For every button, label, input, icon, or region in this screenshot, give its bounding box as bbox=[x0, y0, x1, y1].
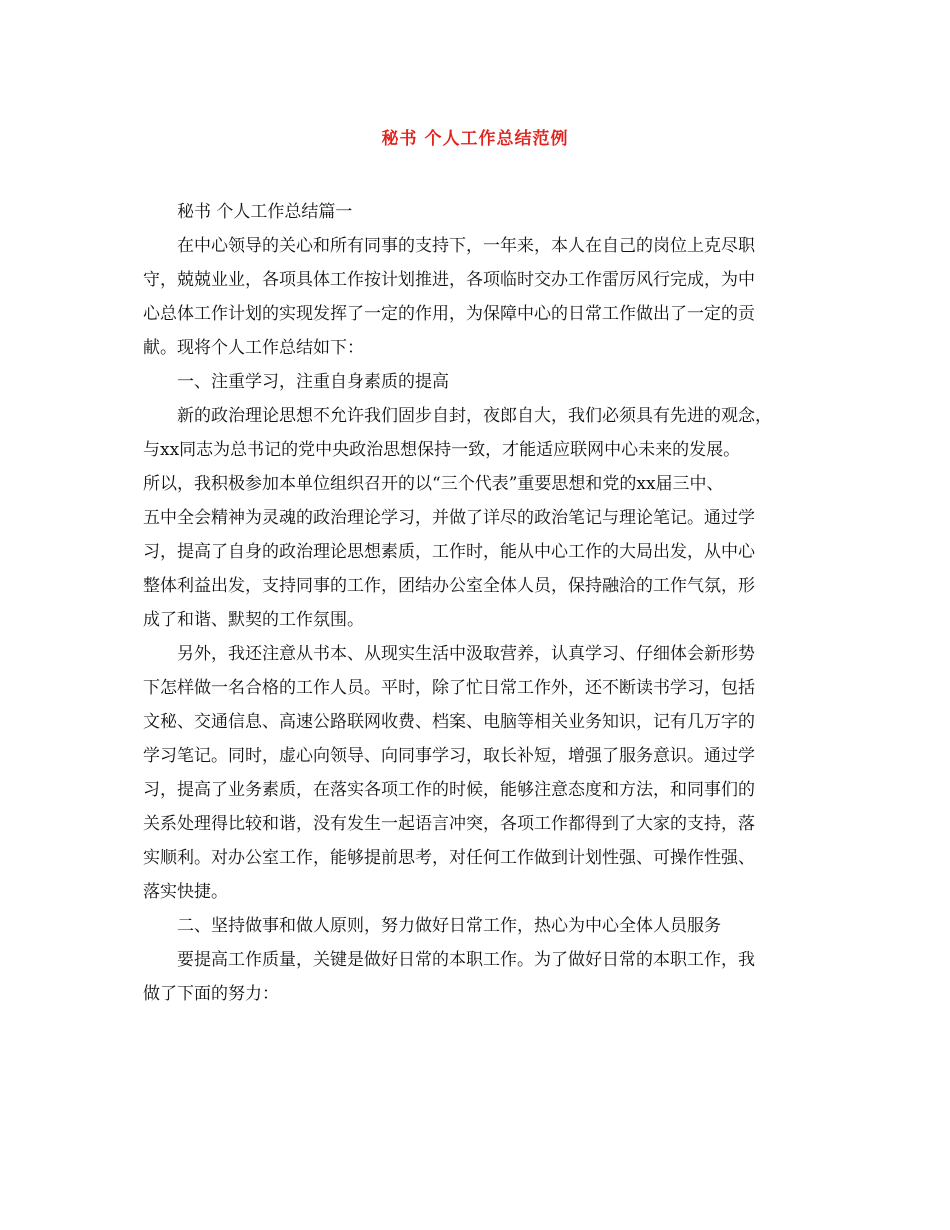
paragraph-line: 实顺利。对办公室工作，能够提前思考，对任何工作做到计划性强、可操作性强、 bbox=[143, 848, 755, 868]
section-heading-one: 一、注重学习，注重自身素质的提高 bbox=[177, 372, 449, 392]
paragraph-line: 所以，我积极参加本单位组织召开的以“三个代表”重要思想和党的xx届三中、 bbox=[143, 474, 724, 494]
paragraph-line: 下怎样做一名合格的工作人员。平时，除了忙日常工作外，还不断读书学习，包括 bbox=[143, 678, 755, 698]
paragraph-line: 关系处理得比较和谐，没有发生一起语言冲突，各项工作都得到了大家的支持，落 bbox=[143, 814, 755, 834]
paragraph-line: 整体利益出发，支持同事的工作，团结办公室全体人员，保持融洽的工作气氛，形 bbox=[143, 576, 755, 596]
paragraph-line: 做了下面的努力： bbox=[143, 984, 279, 1004]
paragraph-line: 习，提高了业务素质，在落实各项工作的时候，能够注意态度和方法，和同事们的 bbox=[143, 780, 755, 800]
paragraph-line: 成了和谐、默契的工作氛围。 bbox=[143, 610, 364, 630]
paragraph-line: 习，提高了自身的政治理论思想素质，工作时，能从中心工作的大局出发，从中心 bbox=[143, 542, 755, 562]
paragraph-line: 献。现将个人工作总结如下： bbox=[143, 338, 364, 358]
section-heading-two: 二、坚持做事和做人原则，努力做好日常工作，热心为中心全体人员服务 bbox=[177, 916, 721, 936]
paragraph-line: 要提高工作质量，关键是做好日常的本职工作。为了做好日常的本职工作，我 bbox=[177, 950, 755, 970]
paragraph-line: 与xx同志为总书记的党中央政治思想保持一致，才能适应联网中心未来的发展。 bbox=[143, 440, 741, 460]
paragraph-line: 落实快捷。 bbox=[143, 882, 228, 902]
paragraph-line: 另外，我还注意从书本、从现实生活中汲取营养，认真学习、仔细体会新形势 bbox=[177, 644, 755, 664]
paragraph-line: 在中心领导的关心和所有同事的支持下，一年来，本人在自己的岗位上克尽职 bbox=[177, 236, 755, 256]
paragraph-line: 新的政治理论思想不允许我们固步自封，夜郎自大，我们必须具有先进的观念， bbox=[177, 406, 772, 426]
paragraph-line: 五中全会精神为灵魂的政治理论学习，并做了详尽的政治笔记与理论笔记。通过学 bbox=[143, 508, 755, 528]
document-title: 秘书 个人工作总结范例 bbox=[381, 129, 569, 149]
paragraph-line: 心总体工作计划的实现发挥了一定的作用，为保障中心的日常工作做出了一定的贡 bbox=[143, 304, 755, 324]
paragraph-line: 文秘、交通信息、高速公路联网收费、档案、电脑等相关业务知识，记有几万字的 bbox=[143, 712, 755, 732]
paragraph-line: 守，兢兢业业，各项具体工作按计划推进，各项临时交办工作雷厉风行完成，为中 bbox=[143, 270, 755, 290]
section-heading-part-one: 秘书 个人工作总结篇一 bbox=[177, 202, 353, 222]
paragraph-line: 学习笔记。同时，虚心向领导、向同事学习，取长补短，增强了服务意识。通过学 bbox=[143, 746, 755, 766]
